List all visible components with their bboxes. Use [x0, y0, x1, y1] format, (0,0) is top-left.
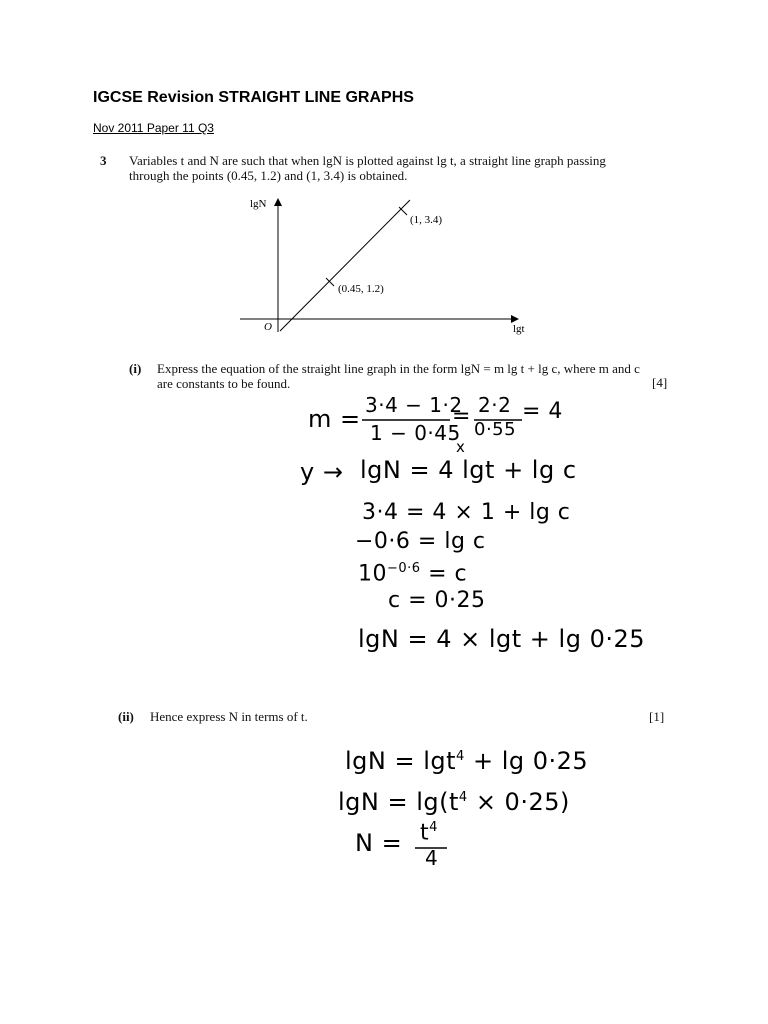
point-b-label: (0.45, 1.2) [338, 283, 384, 295]
working-line-5 [358, 561, 467, 586]
origin-label: O [264, 321, 272, 333]
part-ii-marks: [1] [649, 709, 665, 724]
working-x-mark: x [456, 438, 466, 456]
question-number: 3 [100, 153, 107, 168]
question-line-2: through the points (0.45, 1.2) and (1, 3.4) is obtained. [129, 168, 408, 183]
working-ii-line-3-num [420, 820, 438, 845]
working-line-5-base: 10 [358, 561, 387, 587]
working-line-6: c = 0·25 [388, 588, 486, 613]
working-ii-line-1 [345, 747, 588, 775]
working-ii-line-2-exp: 4 [458, 790, 468, 805]
working-line-2: lgN = 4 lgt + lg c [360, 456, 577, 484]
part-i-line-2: are constants to be found. [157, 376, 291, 391]
working-line-5-rest: = c [420, 561, 468, 587]
working-ii-line-2-a: lgN = lg(t [338, 788, 459, 816]
question-line-1: Variables t and N are such that when lgN is plotted against lg t, a straight line graph passing [129, 153, 606, 168]
question-text [129, 153, 669, 183]
part-ii-label: (ii) [118, 709, 134, 724]
x-axis-label: lgt [513, 323, 525, 335]
graph-line [280, 200, 410, 331]
working-ii-line-1-a: lgN = lgt [345, 747, 457, 775]
working-line-5-exp: −0·6 [387, 561, 421, 576]
working-line-7: lgN = 4 × lgt + lg 0·25 [358, 625, 646, 653]
part-i-label: (i) [129, 361, 142, 376]
point-b-cross [326, 278, 334, 286]
document-title: IGCSE Revision STRAIGHT LINE GRAPHS [93, 89, 414, 106]
part-ii-text: Hence express N in terms of t. [150, 709, 308, 724]
point-a-label: (1, 3.4) [410, 214, 443, 226]
working-ii-line-3-lhs: N = [355, 829, 403, 857]
working-m-frac2-den: 0·55 [474, 419, 517, 440]
paper-reference: Nov 2011 Paper 11 Q3 [93, 121, 214, 135]
working-ii-line-3-den: 4 [425, 846, 439, 870]
working-ii-line-1-exp: 4 [456, 749, 465, 764]
working-m-eq: = [452, 404, 471, 429]
working-m-frac1-num: 3·4 − 1·2 [365, 393, 463, 417]
working-line-4: −0·6 = lg c [355, 529, 486, 554]
working-m-result: = 4 [522, 399, 563, 424]
working-ii-line-2-b: × 0·25) [467, 788, 570, 816]
working-ii-line-2 [338, 788, 570, 816]
part-i-line-1: Express the equation of the straight line graph in the form lgN = m lg t + lg c, where m and c [157, 361, 640, 376]
straight-line-graph [230, 190, 550, 340]
working-y-arrow: y → [300, 458, 344, 486]
working-m-frac2-num: 2·2 [478, 393, 512, 417]
part-i-text [157, 361, 677, 391]
working-m-lhs: m = [308, 405, 361, 433]
working-ii-line-3-num-t: t [420, 820, 430, 846]
part-i-marks: [4] [652, 375, 668, 390]
working-ii-line-1-b: + lg 0·25 [464, 747, 589, 775]
working-line-3: 3·4 = 4 × 1 + lg c [362, 500, 571, 525]
y-axis-label: lgN [250, 198, 267, 210]
working-m-frac1-den: 1 − 0·45 [370, 421, 461, 445]
working-ii-line-3-num-exp: 4 [429, 820, 438, 835]
point-a-cross [399, 207, 407, 215]
